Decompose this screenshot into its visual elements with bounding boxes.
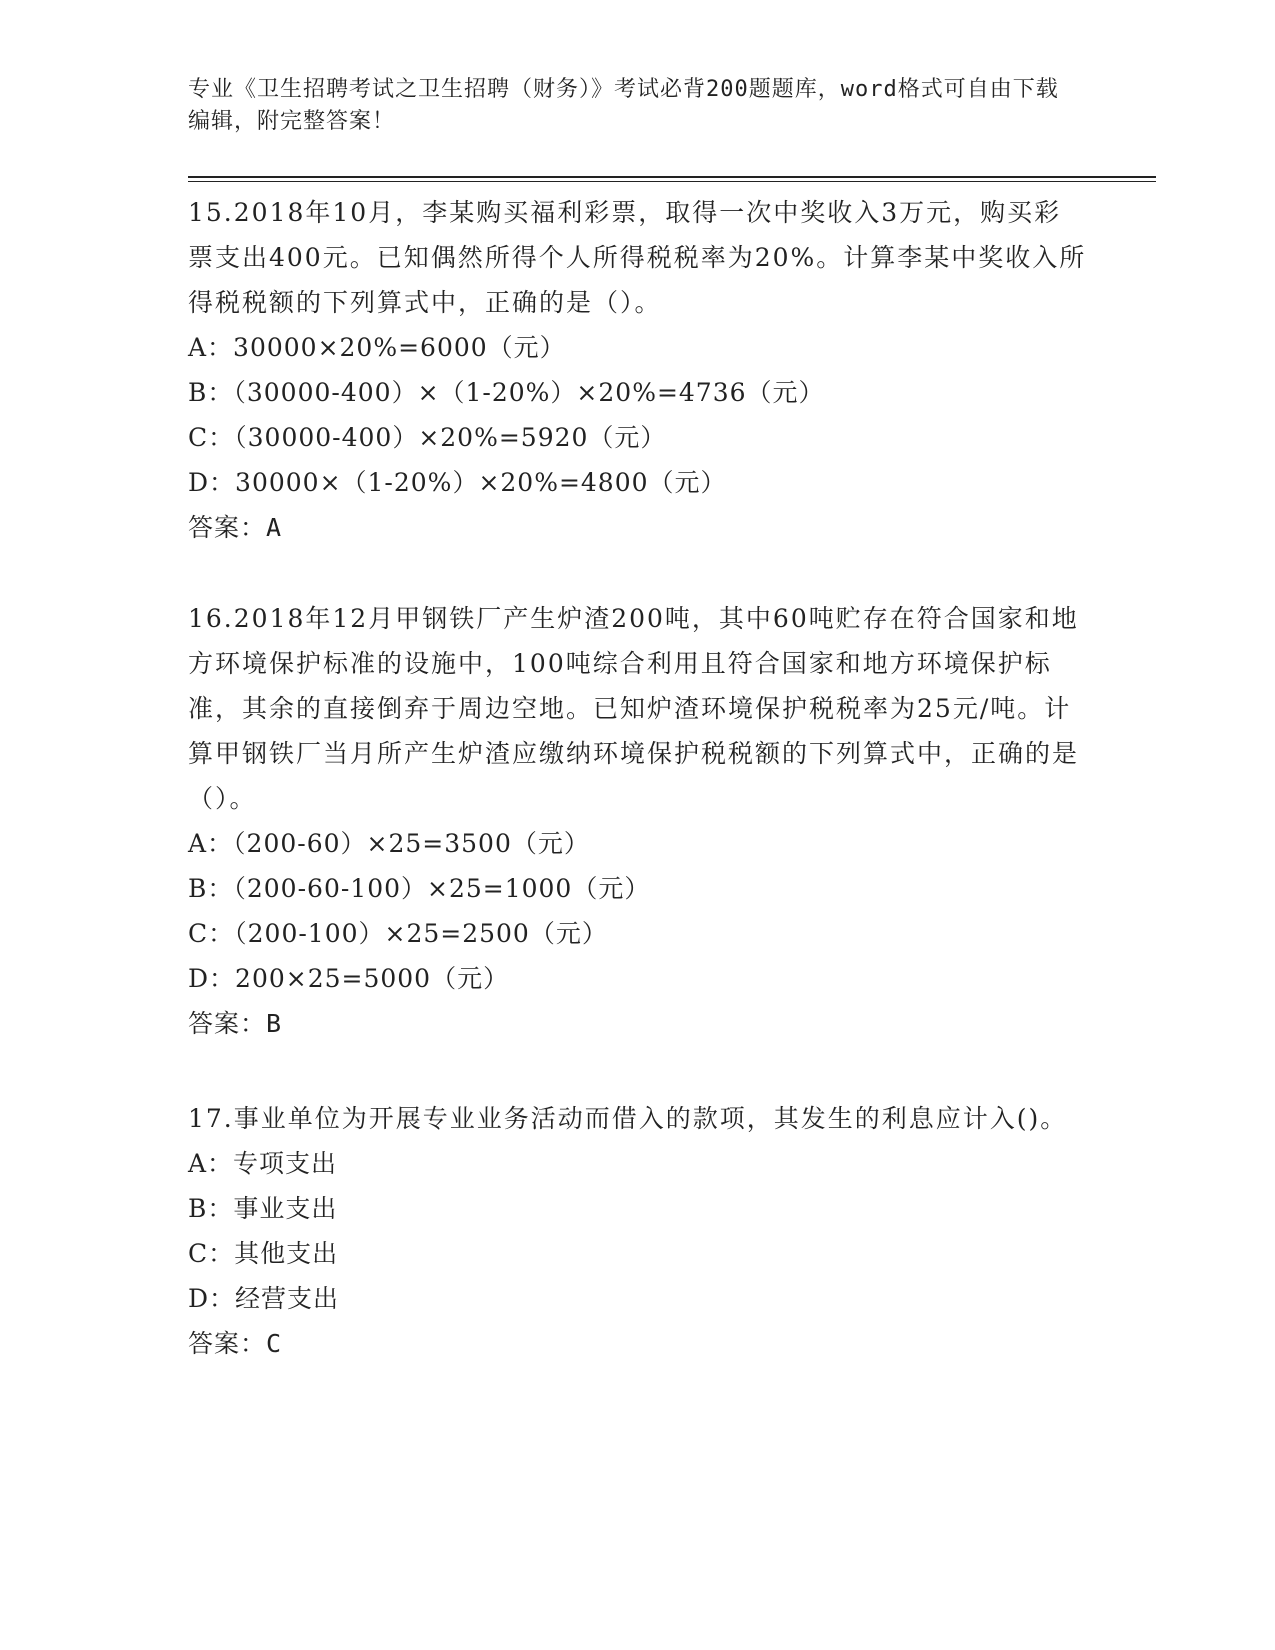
question-15 [188,190,1088,550]
answer-label: 答案：C [188,1329,283,1358]
header-divider-thin [188,181,1156,182]
question-17 [188,1096,1088,1366]
document-header-text: 专业《卫生招聘考试之卫生招聘（财务）》考试必背200题题库，word格式可自由下载编辑，附完整答案！ [188,77,1059,134]
option-b: B：（30000-400）×（1-20%）×20%=4736（元） [188,378,825,407]
option-d: D：200×25=5000（元） [188,964,510,993]
option-c: C：其他支出 [188,1239,339,1268]
question-16 [188,596,1088,1046]
option-c: C：（200-100）×25=2500（元） [188,919,608,948]
option-b: B：（200-60-100）×25=1000（元） [188,874,651,903]
question-stem: 15.2018年10月，李某购买福利彩票，取得一次中奖收入3万元，购买彩票支出400元。已知偶然所得个人所得税税率为20%。计算李某中奖收入所得税税额的下列算式中，正确的是（）。 [188,198,1087,317]
option-a: A：专项支出 [188,1149,338,1178]
option-b: B：事业支出 [188,1194,338,1223]
option-a: A：（200-60）×25=3500（元） [188,829,590,858]
answer-label: 答案：B [188,1009,283,1038]
question-stem: 17.事业单位为开展专业业务活动而借入的款项，其发生的利息应计入()。 [188,1104,1068,1133]
question-stem: 16.2018年12月甲钢铁厂产生炉渣200吨，其中60吨贮存在符合国家和地方环境保护标准的设施中，100吨综合利用且符合国家和地方环境保护标准，其余的直接倒弃于周边空地。已知炉渣环境保护税税率为25元/吨。计算甲钢铁厂当月所产生炉渣应缴纳环境保护税税额的下列算式中，正确的是（）。 [188,604,1080,813]
option-d: D：经营支出 [188,1284,340,1313]
header-divider-thick [188,176,1156,178]
option-d: D：30000×（1-20%）×20%=4800（元） [188,468,727,497]
option-a: A：30000×20%=6000（元） [188,333,566,362]
answer-label: 答案：A [188,513,283,542]
option-c: C：（30000-400）×20%=5920（元） [188,423,667,452]
